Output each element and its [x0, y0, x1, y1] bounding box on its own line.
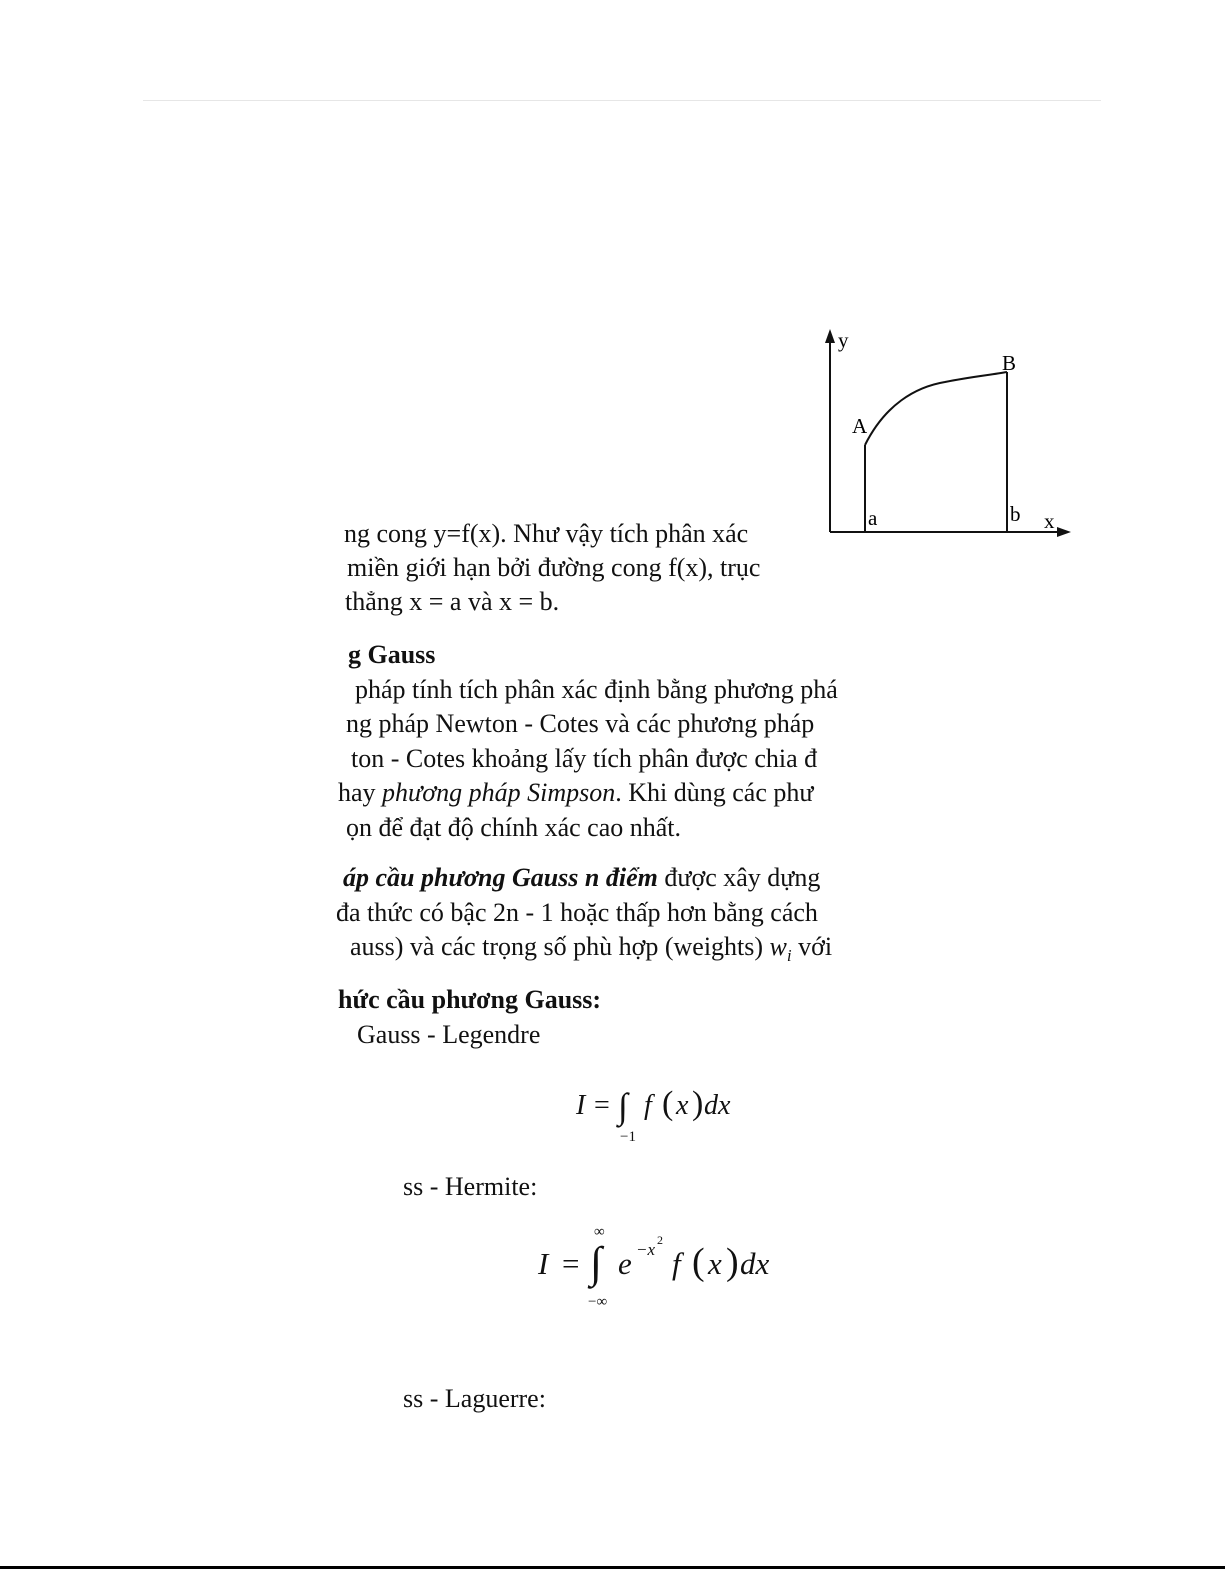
gauss-n-point-term: áp cầu phương Gauss n điểm — [343, 863, 658, 892]
x-axis-label: x — [1044, 509, 1055, 533]
para1-line-4-end: . Khi dùng các phư — [615, 778, 814, 807]
eq-exponent: −x — [636, 1240, 656, 1259]
eq-symbol-I: I — [538, 1246, 549, 1281]
x-axis-arrow — [1057, 527, 1071, 537]
eq-exponent-power: 2 — [657, 1233, 663, 1247]
eq-dx: dx — [740, 1246, 770, 1281]
laguerre-label: ss - Laguerre: — [403, 1384, 546, 1413]
eq-right-paren: ) — [726, 1241, 739, 1283]
para2-line-1 — [343, 863, 820, 893]
integral-lower-limit: −1 — [620, 1129, 636, 1145]
integral-upper-limit: ∞ — [594, 1224, 605, 1240]
eq-variable-x: x — [676, 1090, 689, 1121]
eq-equals: = — [562, 1246, 580, 1281]
weight-symbol: w — [769, 932, 787, 961]
intro-line-3: thẳng x = a và x = b. — [345, 587, 560, 616]
legendre-equation — [570, 1085, 770, 1155]
eq-exponential-e: e — [618, 1246, 632, 1281]
y-axis-arrow — [825, 329, 835, 343]
integral-area-figure — [815, 325, 1085, 545]
legendre-label: Gauss - Legendre — [357, 1020, 541, 1049]
bottom-border — [0, 1566, 1225, 1569]
para1-line-1: pháp tính tích phân xác định bằng phương phá — [355, 675, 838, 704]
weight-subscript: i — [786, 946, 792, 966]
eq-symbol-I: I — [576, 1090, 586, 1121]
hermite-label: ss - Hermite: — [403, 1172, 538, 1201]
eq-equals: = — [594, 1090, 610, 1121]
para1-line-4 — [338, 778, 813, 808]
para1-line-5: ọn để đạt độ chính xác cao nhất. — [346, 813, 681, 842]
para2-line-2: đa thức có bậc 2n - 1 hoặc thấp hơn bằng cách — [336, 898, 818, 927]
eq-dx: dx — [704, 1090, 731, 1121]
eq-function-f: f — [672, 1246, 681, 1281]
eq-variable-x: x — [708, 1246, 722, 1281]
intro-line-2: miền giới hạn bởi đường cong f(x), trục — [347, 553, 761, 582]
curve-f-x — [865, 372, 1007, 445]
para1-line-2: ng pháp Newton - Cotes và các phương pháp — [346, 709, 815, 738]
para2-line-3-end: với — [791, 932, 833, 961]
simpson-method-term: phương pháp Simpson — [382, 778, 616, 807]
point-b-label: B — [1002, 351, 1017, 375]
formula-heading: hức cầu phương Gauss: — [338, 985, 602, 1014]
tick-a-label: a — [868, 506, 878, 530]
point-a-label: A — [852, 414, 868, 438]
header-rule — [143, 100, 1101, 101]
y-axis-label: y — [838, 328, 849, 352]
integral-sign: ∫ — [590, 1238, 603, 1287]
section-heading: g Gauss — [348, 640, 436, 669]
eq-left-paren: ( — [692, 1241, 705, 1283]
para1-line-4-start: hay — [338, 778, 383, 807]
intro-line-1: ng cong y=f(x). Như vậy tích phân xác — [344, 519, 749, 548]
eq-right-paren: ) — [692, 1085, 704, 1122]
eq-left-paren: ( — [662, 1085, 674, 1122]
para2-line-3-start: auss) và các trọng số phù hợp (weights) — [350, 932, 770, 961]
para1-line-3: ton - Cotes khoảng lấy tích phân được chia đ — [351, 744, 818, 773]
eq-function-f: f — [644, 1090, 652, 1121]
para2-line-3 — [350, 932, 832, 971]
hermite-equation — [532, 1222, 792, 1317]
integral-sign: ∫ — [618, 1086, 628, 1126]
para2-line-1-rest: được xây dựng — [657, 863, 821, 892]
tick-b-label: b — [1010, 502, 1021, 526]
integral-lower-limit: −∞ — [588, 1294, 608, 1310]
